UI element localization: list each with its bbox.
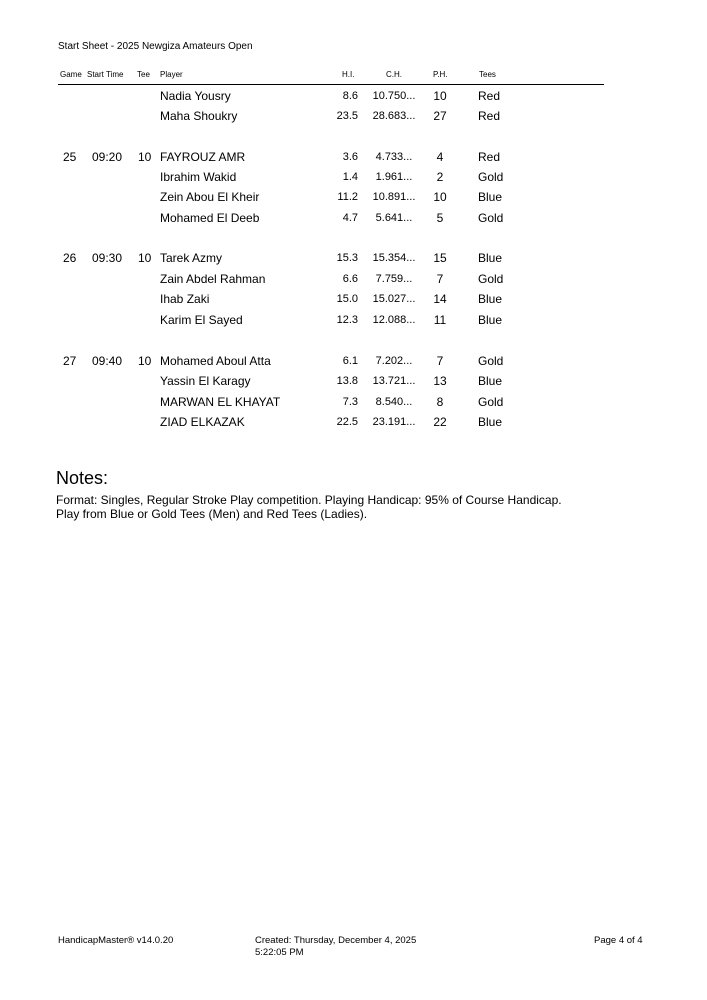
- playing-handicap: 13: [433, 374, 447, 388]
- table-row: [58, 109, 604, 127]
- player-name: Karim El Sayed: [160, 313, 243, 327]
- tees: Blue: [478, 292, 503, 306]
- footer-page-number: Page 4 of 4: [594, 935, 643, 946]
- player-name: Ihab Zaki: [160, 292, 210, 306]
- course-handicap: 10.891...: [372, 191, 416, 203]
- playing-handicap: 15: [433, 251, 447, 265]
- table-row: [58, 292, 604, 310]
- playing-handicap: 11: [433, 313, 447, 327]
- player-name: MARWAN EL KHAYAT: [160, 395, 281, 409]
- footer-created-date: Created: Thursday, December 4, 2025: [255, 935, 417, 946]
- table-row: [58, 415, 604, 433]
- game-number: 25: [63, 150, 77, 164]
- player-name: Mohamed Aboul Atta: [160, 354, 271, 368]
- footer-software-version: HandicapMaster® v14.0.20: [58, 935, 174, 946]
- course-handicap: 23.191...: [372, 416, 416, 428]
- player-name: Yassin El Karagy: [160, 374, 251, 388]
- tees: Red: [478, 150, 501, 164]
- notes-tees-line: Play from Blue or Gold Tees (Men) and Red Tees (Ladies).: [56, 507, 368, 521]
- playing-handicap: 14: [433, 292, 447, 306]
- player-name: Mohamed El Deeb: [160, 211, 260, 225]
- header-player: Player: [160, 70, 183, 79]
- table-row: [58, 211, 604, 229]
- table-row: [58, 313, 604, 331]
- handicap-index: 6.1: [342, 355, 358, 367]
- header-ph: P.H.: [433, 70, 448, 79]
- header-tees: Tees: [479, 70, 496, 79]
- table-row: [58, 354, 604, 372]
- header-tee: Tee: [137, 70, 150, 79]
- course-handicap: 15.354...: [372, 252, 416, 264]
- course-handicap: 8.540...: [375, 396, 413, 408]
- tees: Gold: [478, 211, 504, 225]
- playing-handicap: 10: [433, 190, 447, 204]
- tees: Blue: [478, 251, 503, 265]
- table-row: [58, 272, 604, 290]
- handicap-index: 4.7: [342, 212, 358, 224]
- table-row: [58, 89, 604, 107]
- playing-handicap: 10: [433, 89, 447, 103]
- tees: Red: [478, 89, 501, 103]
- tees: Gold: [478, 354, 504, 368]
- handicap-index: 23.5: [336, 110, 358, 122]
- table-row: [58, 190, 604, 208]
- playing-handicap: 7: [436, 272, 444, 286]
- notes-title: Notes:: [56, 468, 109, 488]
- course-handicap: 7.759...: [375, 273, 413, 285]
- header-start-time: Start Time: [87, 70, 124, 79]
- tees: Blue: [478, 313, 503, 327]
- course-handicap: 13.721...: [372, 375, 416, 387]
- footer-created: [255, 935, 416, 959]
- player-name: ZIAD ELKAZAK: [160, 415, 245, 429]
- course-handicap: 10.750...: [372, 90, 416, 102]
- tees: Blue: [478, 415, 503, 429]
- course-handicap: 1.961...: [375, 171, 413, 183]
- handicap-index: 8.6: [342, 90, 358, 102]
- tees: Blue: [478, 374, 503, 388]
- player-name: Zain Abdel Rahman: [160, 272, 266, 286]
- footer-created-time: 5:22:05 PM: [255, 947, 304, 958]
- tees: Gold: [478, 272, 504, 286]
- game-number: 27: [63, 354, 77, 368]
- handicap-index: 11.2: [337, 191, 358, 203]
- playing-handicap: 2: [436, 170, 444, 184]
- course-handicap: 15.027...: [372, 293, 416, 305]
- player-name: Nadia Yousry: [160, 89, 231, 103]
- handicap-index: 3.6: [342, 151, 358, 163]
- course-handicap: 4.733...: [375, 151, 413, 163]
- table-row: [58, 251, 604, 269]
- game-number: 26: [63, 251, 77, 265]
- tees: Blue: [478, 190, 503, 204]
- handicap-index: 15.3: [336, 252, 358, 264]
- handicap-index: 1.4: [342, 171, 358, 183]
- playing-handicap: 7: [436, 354, 444, 368]
- playing-handicap: 8: [436, 395, 444, 409]
- header-ch: C.H.: [386, 70, 402, 79]
- table-row: [58, 170, 604, 188]
- tees: Red: [478, 109, 501, 123]
- playing-handicap: 4: [436, 150, 444, 164]
- player-name: FAYROUZ AMR: [160, 150, 246, 164]
- playing-handicap: 27: [433, 109, 447, 123]
- table-row: [58, 395, 604, 413]
- table-row: [58, 374, 604, 392]
- player-name: Ibrahim Wakid: [160, 170, 237, 184]
- playing-handicap: 22: [433, 415, 447, 429]
- course-handicap: 7.202...: [375, 355, 413, 367]
- header-game: Game: [60, 70, 82, 79]
- handicap-index: 12.3: [336, 314, 358, 326]
- player-name: Tarek Azmy: [160, 251, 223, 265]
- player-name: Zein Abou El Kheir: [160, 190, 260, 204]
- start-time: 09:20: [92, 150, 123, 164]
- tee-number: 10: [138, 251, 152, 265]
- playing-handicap: 5: [436, 211, 444, 225]
- tees: Gold: [478, 395, 504, 409]
- table-header: [58, 70, 604, 85]
- player-name: Maha Shoukry: [160, 109, 238, 123]
- handicap-index: 6.6: [342, 273, 358, 285]
- header-hi: H.I.: [342, 70, 355, 79]
- handicap-index: 15.0: [336, 293, 358, 305]
- tees: Gold: [478, 170, 504, 184]
- start-time: 09:40: [92, 354, 123, 368]
- handicap-index: 22.5: [336, 416, 358, 428]
- start-time: 09:30: [92, 251, 123, 265]
- course-handicap: 28.683...: [372, 110, 416, 122]
- tee-number: 10: [138, 150, 152, 164]
- tee-number: 10: [138, 354, 152, 368]
- course-handicap: 12.088...: [372, 314, 416, 326]
- handicap-index: 13.8: [336, 375, 358, 387]
- handicap-index: 7.3: [342, 396, 358, 408]
- course-handicap: 5.641...: [375, 212, 413, 224]
- notes-format-line: Format: Singles, Regular Stroke Play competition. Playing Handicap: 95% of Course Handicap.: [56, 493, 562, 507]
- table-row: [58, 150, 604, 168]
- document-title: Start Sheet - 2025 Newgiza Amateurs Open: [58, 41, 253, 52]
